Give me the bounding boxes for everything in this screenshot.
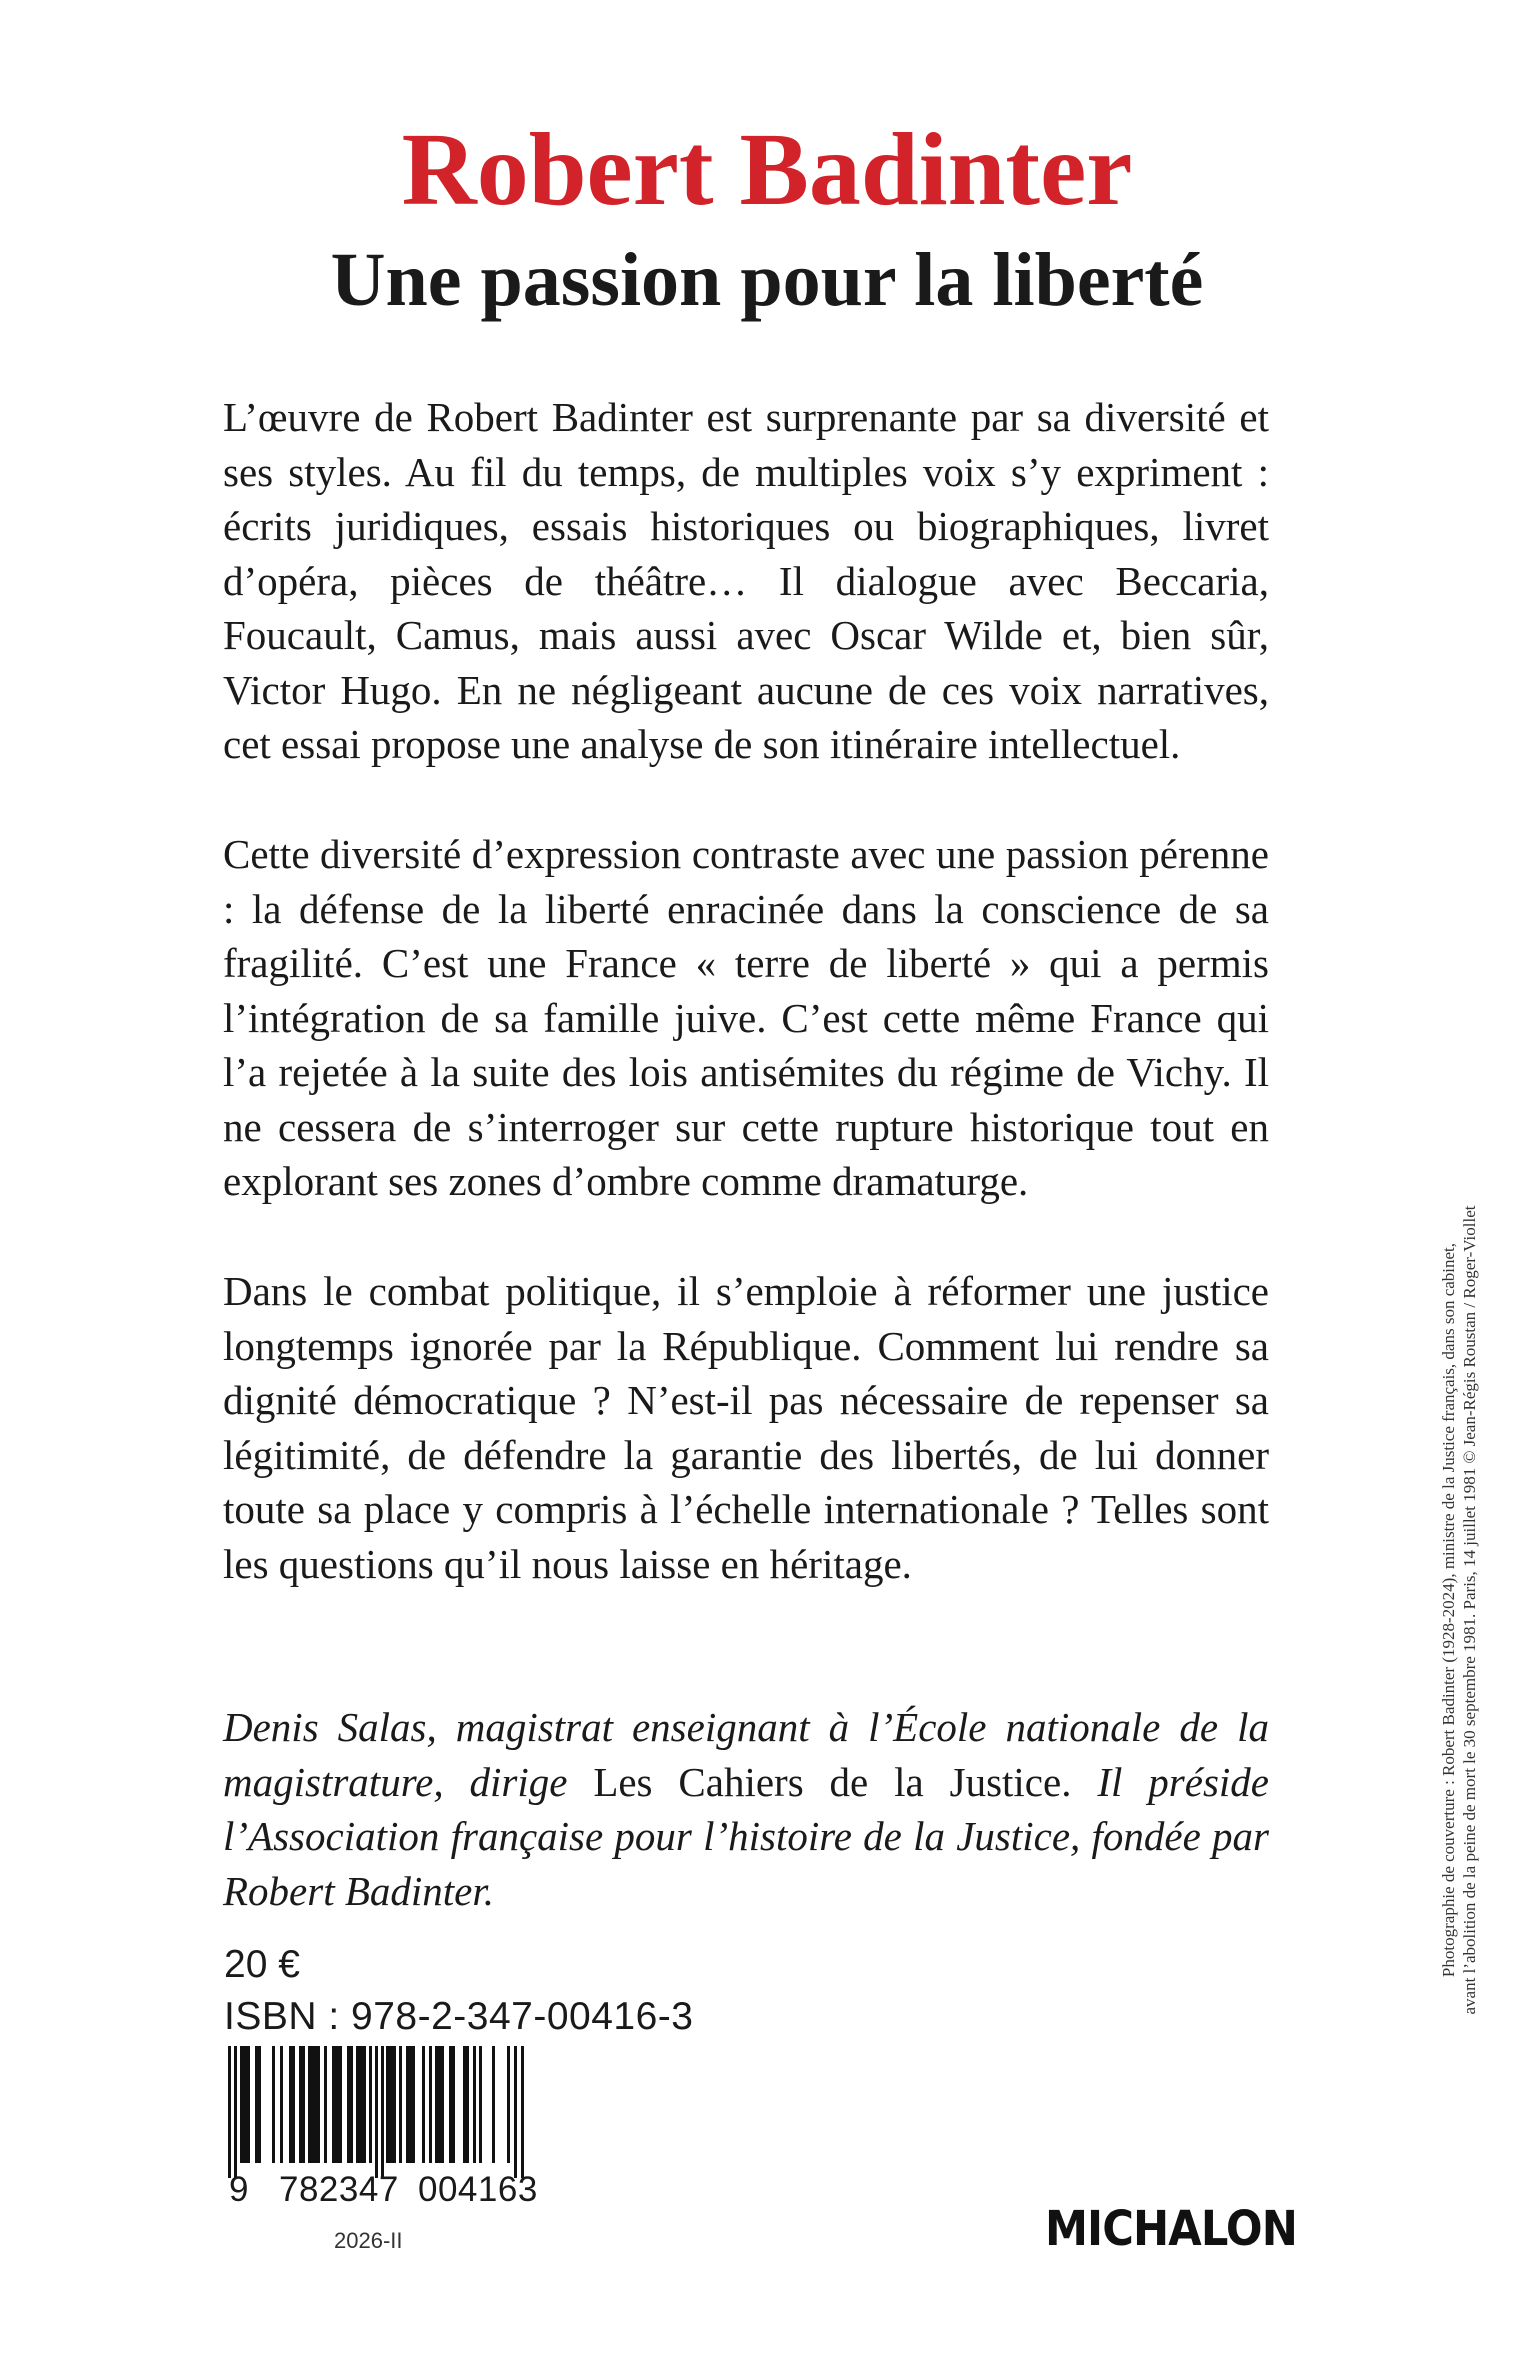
blurb-paragraph-2: Cette diversité d’expression contraste avec une passion pérenne : la défense de la liberté enracinée dans la conscience de sa fragilité. C’est une France « terre de liberté » qui a permis l’intégration de sa famille juive. C’est cette même France qui l’a rejetée à la suite des lois antisémites du régime de Vichy. Il ne cessera de s’interroger sur cette rupture historique tout en explorant ses zones d’ombre comme dramaturge. — [223, 831, 1269, 1204]
photo-credit-line-2: avant l’abolition de la peine de mort le 30 septembre 1981. Paris, 14 juillet 1981 © Jean-Régis Roustan / Roger-Viollet — [1460, 1205, 1479, 2015]
price: 20 € — [224, 1943, 300, 1986]
print-code: 2026-II — [334, 2228, 403, 2253]
barcode-digits-left: 782347 — [279, 2170, 399, 2209]
barcode-digits-right: 004163 — [418, 2170, 538, 2209]
publisher-logo: MICHALON — [1044, 2201, 1297, 2257]
title-block — [0, 112, 1534, 322]
book-subtitle: Une passion pour la liberté — [330, 238, 1204, 322]
book-author-title: Robert Badinter — [401, 112, 1133, 227]
isbn: ISBN : 978-2-347-00416-3 — [224, 1995, 694, 2038]
blurb-paragraph-3: Dans le combat politique, il s’emploie à réformer une justice longtemps ignorée par la République. Comment lui rendre sa dignité démocratique ? N’est-il pas nécessaire de repenser sa légitimité, de défendre la garantie des libertés, de lui donner toute sa place y compris à l’échelle internationale ? Telles sont les questions qu’il nous laisse en héritage. — [223, 1268, 1269, 1587]
barcode-icon — [228, 2046, 538, 2178]
barcode-digit-prefix: 9 — [229, 2170, 249, 2209]
author-bio-part-2: Il préside l’Association française pour l’histoire de la Justice, fondée par Robert Badinter. — [223, 1758, 1269, 1914]
blurb-paragraph-1: L’œuvre de Robert Badinter est surprenante par sa diversité et ses styles. Au fil du temps, de multiples voix s’y expriment : écrits juridiques, essais historiques ou biographiques, livret d’opéra, pièces de théâtre… Il dialogue avec Beccaria, Foucault, Camus, mais aussi avec Oscar Wilde et, bien sûr, Victor Hugo. En ne négligeant aucune de ces voix narratives, cet essai propose une analyse de son itinéraire intellectuel. — [223, 394, 1269, 767]
photo-credit-line-1: Photographie de couverture : Robert Badinter (1928-2024), ministre de la Justice français, dans son cabinet, — [1439, 1242, 1458, 1978]
photo-credit — [1438, 1110, 1480, 2110]
author-bio — [223, 1700, 1269, 1918]
author-bio-part-1: Denis Salas, magistrat enseignant à l’École nationale de la magistrature, dirige — [223, 1704, 1269, 1805]
journal-title: Les Cahiers de la Justice. — [593, 1758, 1072, 1805]
